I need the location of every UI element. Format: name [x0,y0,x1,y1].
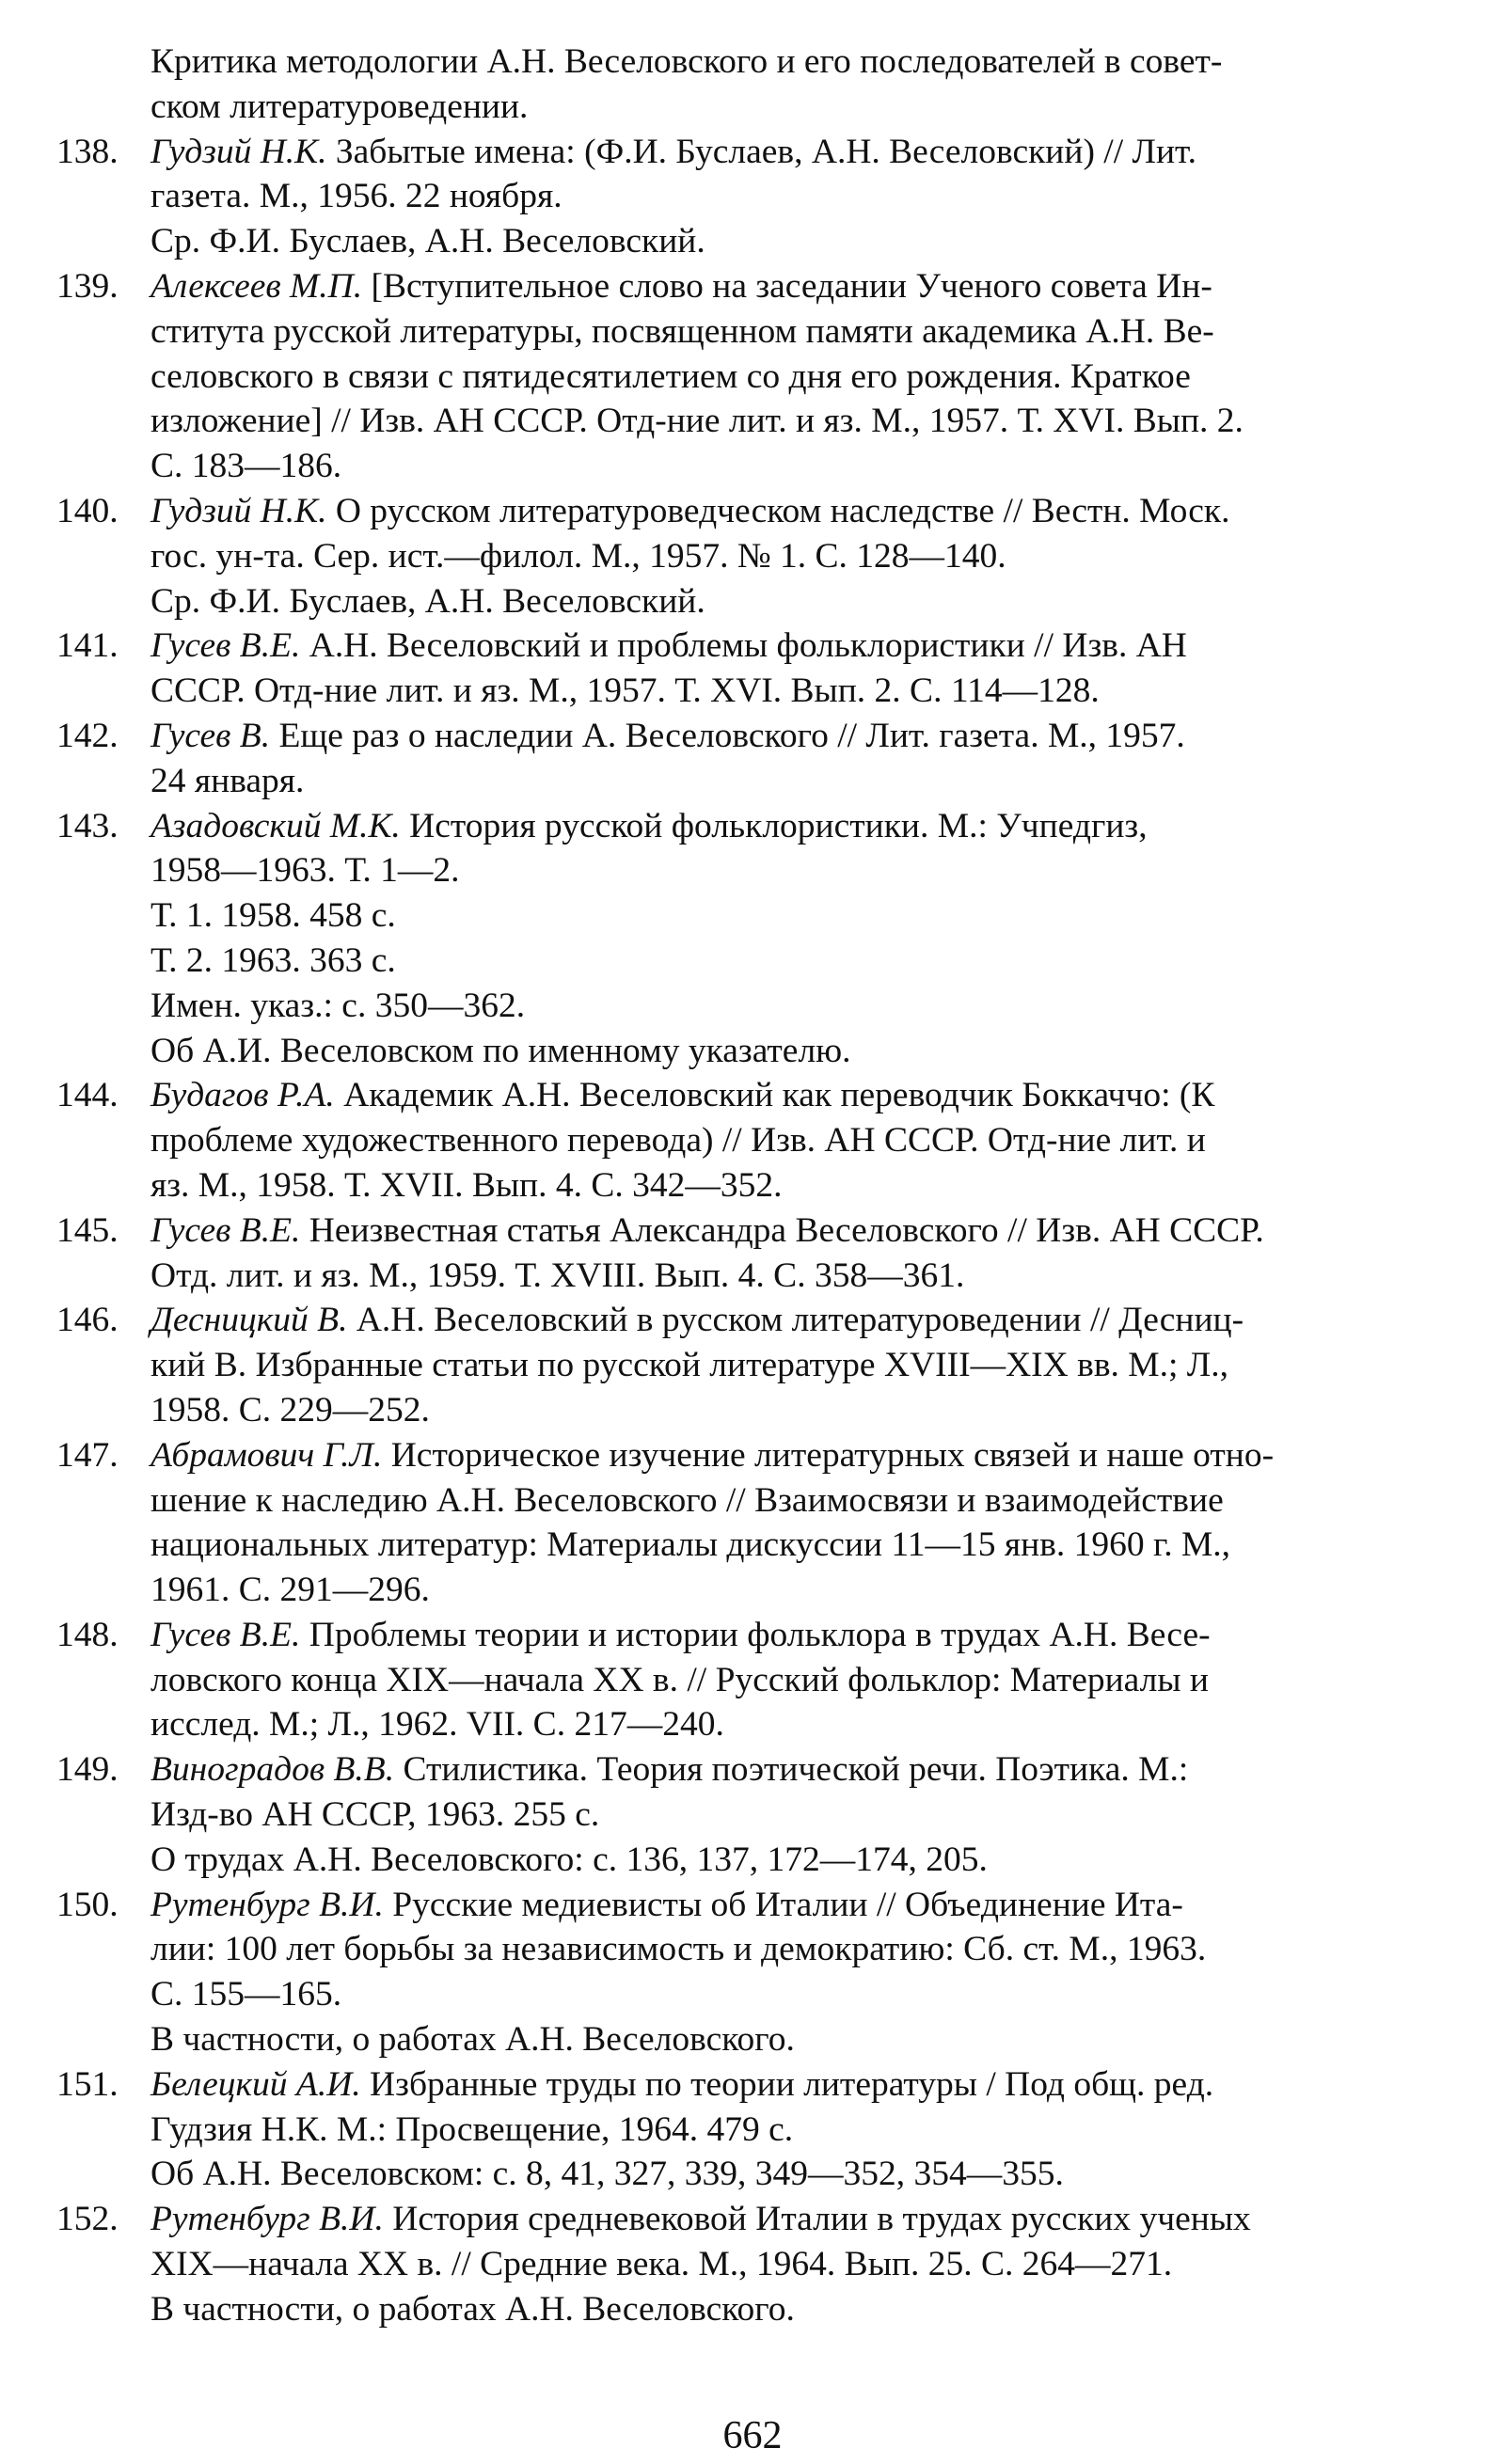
entry-text: селовского в связи с пятидесятилетием со дня его рождения. Краткое [150,356,1191,396]
entry-line [150,1702,1449,1747]
bibliography-entry [56,130,1449,264]
entry-line [150,759,1449,804]
entry-line [150,2197,1449,2242]
entry-text: А.Н. Веселовский и проблемы фольклористики // Изв. АН [300,626,1187,666]
entry-text: яз. М., 1958. Т. XVII. Вып. 4. С. 342—352. [150,1165,783,1205]
entry-text: исслед. М.; Л., 1962. VII. С. 217—240. [150,1705,724,1745]
entry-line [150,489,1449,534]
entry-line [150,1208,1449,1254]
entry-line [150,174,1449,219]
entry-text: 1961. С. 291—296. [150,1571,430,1610]
entry-number: 143. [56,806,119,845]
entry-text: О русском литературоведческом наследстве // Вестн. Моск. [326,491,1230,530]
entry-line [150,2242,1449,2287]
entry-line [150,309,1449,355]
entry-author: Десницкий В. [150,1301,348,1340]
entry-text: изложение] // Изв. АН СССР. Отд-ние лит. и яз. М., 1957. Т. XVI. Вып. 2. [150,402,1244,441]
entry-text: Историческое изучение литературных связей и наше отно- [382,1435,1275,1475]
entry-line [150,1433,1449,1478]
entry-text: С. 155—165. [150,1975,342,2014]
entry-number: 146. [56,1301,119,1340]
bibliography-entry [56,1298,1449,1432]
entry-line [150,399,1449,444]
entry-line [150,714,1449,759]
entry-number: 141. [56,626,119,666]
bibliography-entry [56,1208,1449,1299]
entry-text: Избранные труды по теории литературы / Под общ. ред. [360,2064,1214,2104]
entry-line [150,1298,1449,1343]
entry-line [150,444,1449,489]
entry-note: Об А.Н. Веселовском: с. 8, 41, 327, 339, 349—352, 354—355. [150,2155,1064,2194]
entry-text: Академик А.Н. Веселовский как переводчик Боккаччо: (К [334,1076,1215,1115]
entry-line [150,1118,1449,1163]
bibliography-entry [56,489,1449,624]
bibliography-entry [56,1073,1449,1208]
entry-text: ститута русской литературы, посвященном памяти академика А.Н. Ве- [150,311,1214,351]
entry-line [150,1613,1449,1658]
entry-text: газета. М., 1956. 22 ноября. [150,177,562,216]
bibliography-entry [56,1883,1449,2062]
entry-line [150,355,1449,400]
entry-text: Неизвестная статья Александра Веселовского // Изв. АН СССР. [300,1210,1264,1250]
entry-line [150,1343,1449,1388]
entry-line [150,1747,1449,1793]
entry-author: Гусев В. [150,716,271,755]
entry-note: В частности, о работах А.Н. Веселовского. [150,2020,795,2060]
entry-text: национальных литератур: Материалы дискуссии 11—15 янв. 1960 г. М., [150,1525,1231,1565]
entry-text: 1958. С. 229—252. [150,1390,430,1429]
entry-line [150,669,1449,714]
entry-text: История русской фольклористики. М.: Учпедгиз, [400,806,1148,845]
bibliography-entry [56,264,1449,489]
bibliography-entry [56,624,1449,714]
entry-text: Отд. лит. и яз. М., 1959. Т. XVIII. Вып. 4. С. 358—361. [150,1256,965,1295]
entry-line [150,624,1449,669]
entry-text: Стилистика. Теория поэтической речи. Поэтика. М.: [394,1750,1189,1790]
entry-line [150,1523,1449,1568]
continuation-text [56,39,1449,130]
entry-text: XIX—начала XX в. // Средние века. М., 1964. Вып. 25. С. 264—271. [150,2245,1173,2284]
entry-author: Белецкий А.И. [150,2064,361,2104]
entry-text: Гудзия Н.К. М.: Просвещение, 1964. 479 с. [150,2109,794,2149]
entry-line [150,1478,1449,1524]
entry-author: Гудзий Н.К. [150,132,327,171]
entry-author: Рутенбург В.И. [150,1885,384,1924]
entry-text: Забытые имена: (Ф.И. Буслаев, А.Н. Веселовский) // Лит. [326,132,1196,171]
entry-line [150,1972,1449,2017]
entry-author: Виноградов В.В. [150,1750,395,1790]
entry-text: ловского конца XIX—начала XX в. // Русский фольклор: Материалы и [150,1660,1209,1699]
entry-text: 1958—1963. Т. 1—2. [150,851,460,891]
entry-author: Азадовский М.К. [150,806,401,845]
entry-line [150,130,1449,175]
entry-line [150,1163,1449,1208]
entry-text: А.Н. Веселовский в русском литературоведении // Десниц- [347,1301,1244,1340]
entry-line [150,1927,1449,1972]
bibliography-list [56,39,1449,2332]
page-number: 662 [722,2414,783,2457]
entry-number: 150. [56,1885,119,1924]
bibliography-entry [56,804,1449,1074]
entry-note: О трудах А.Н. Веселовского: с. 136, 137, 172—174, 205. [150,1840,988,1879]
entry-author: Рутенбург В.И. [150,2200,384,2239]
entry-line [150,264,1449,309]
bibliography-entry [56,2062,1449,2197]
entry-text: шение к наследию А.Н. Веселовского // Взаимосвязи и взаимодействие [150,1480,1224,1520]
entry-author: Алексеев М.П. [150,266,363,306]
entry-text: кий В. Избранные статьи по русской литературе XVIII—XIX вв. М.; Л., [150,1346,1228,1385]
bibliography-entry [56,1613,1449,1747]
entry-number: 152. [56,2200,119,2239]
entry-note: Имен. указ.: с. 350—362. [150,986,526,1025]
entry-line [150,1254,1449,1299]
entry-number: 142. [56,716,119,755]
entry-line [150,1883,1449,1928]
entry-line [150,1793,1449,1838]
entry-line [150,1568,1449,1613]
entry-number: 140. [56,491,119,530]
entry-number: 138. [56,132,119,171]
entry-line [150,2062,1449,2108]
entry-number: 147. [56,1435,119,1475]
entry-text: История средневековой Италии в трудах русских ученых [383,2200,1251,2239]
entry-line [150,1073,1449,1118]
entry-text: Еще раз о наследии А. Веселовского // Лит. газета. М., 1957. [270,716,1185,755]
entry-text: 24 января. [150,761,305,800]
entry-note: Т. 2. 1963. 363 с. [150,940,396,980]
bibliography-entry [56,1433,1449,1613]
entry-text: гос. ун-та. Сер. ист.—филол. М., 1957. № 1. С. 128—140. [150,536,1006,576]
bibliography-entry [56,1747,1449,1882]
continuation-line: ском литературоведении. [150,87,529,126]
entry-note: Об А.И. Веселовском по именному указателю. [150,1031,851,1070]
entry-author: Гусев В.Е. [150,626,301,666]
entry-line [150,2108,1449,2153]
entry-note: Ср. Ф.И. Буслаев, А.Н. Веселовский. [150,581,705,621]
entry-note: Ср. Ф.И. Буслаев, А.Н. Веселовский. [150,222,705,261]
entry-text: СССР. Отд-ние лит. и яз. М., 1957. Т. XVI. Вып. 2. С. 114—128. [150,671,1100,711]
entry-line [150,804,1449,849]
entry-text: Проблемы теории и истории фольклора в трудах А.Н. Весе- [300,1615,1211,1654]
bibliography-entry [56,2197,1449,2331]
entry-author: Гудзий Н.К. [150,491,327,530]
entry-line [150,534,1449,579]
entry-note: В частности, о работах А.Н. Веселовского. [150,2289,795,2329]
entry-number: 139. [56,266,119,306]
entry-number: 151. [56,2064,119,2104]
entry-author: Гусев В.Е. [150,1615,301,1654]
entry-line [150,848,1449,893]
continuation-line: Критика методологии А.Н. Веселовского и его последователей в совет- [150,42,1223,81]
entry-line [150,1658,1449,1703]
entry-text: Изд-во АН СССР, 1963. 255 с. [150,1795,600,1835]
entry-author: Абрамович Г.Л. [150,1435,383,1475]
entry-author: Гусев В.Е. [150,1210,301,1250]
entry-text: С. 183—186. [150,447,342,486]
entry-text: [Вступительное слово на заседании Ученого совета Ин- [362,266,1212,306]
entry-number: 144. [56,1076,119,1115]
bibliography-entry [56,714,1449,804]
entry-note: Т. 1. 1958. 458 с. [150,896,396,936]
entry-number: 145. [56,1210,119,1250]
entry-text: проблеме художественного перевода) // Изв. АН СССР. Отд-ние лит. и [150,1121,1206,1161]
entry-number: 149. [56,1750,119,1790]
entry-line [150,1388,1449,1433]
entry-text: лии: 100 лет борьбы за независимость и демократию: Сб. ст. М., 1963. [150,1930,1207,1969]
entry-text: Русские медиевисты об Италии // Объединение Ита- [383,1885,1183,1924]
entry-number: 148. [56,1615,119,1654]
entry-author: Будагов Р.А. [150,1076,335,1115]
